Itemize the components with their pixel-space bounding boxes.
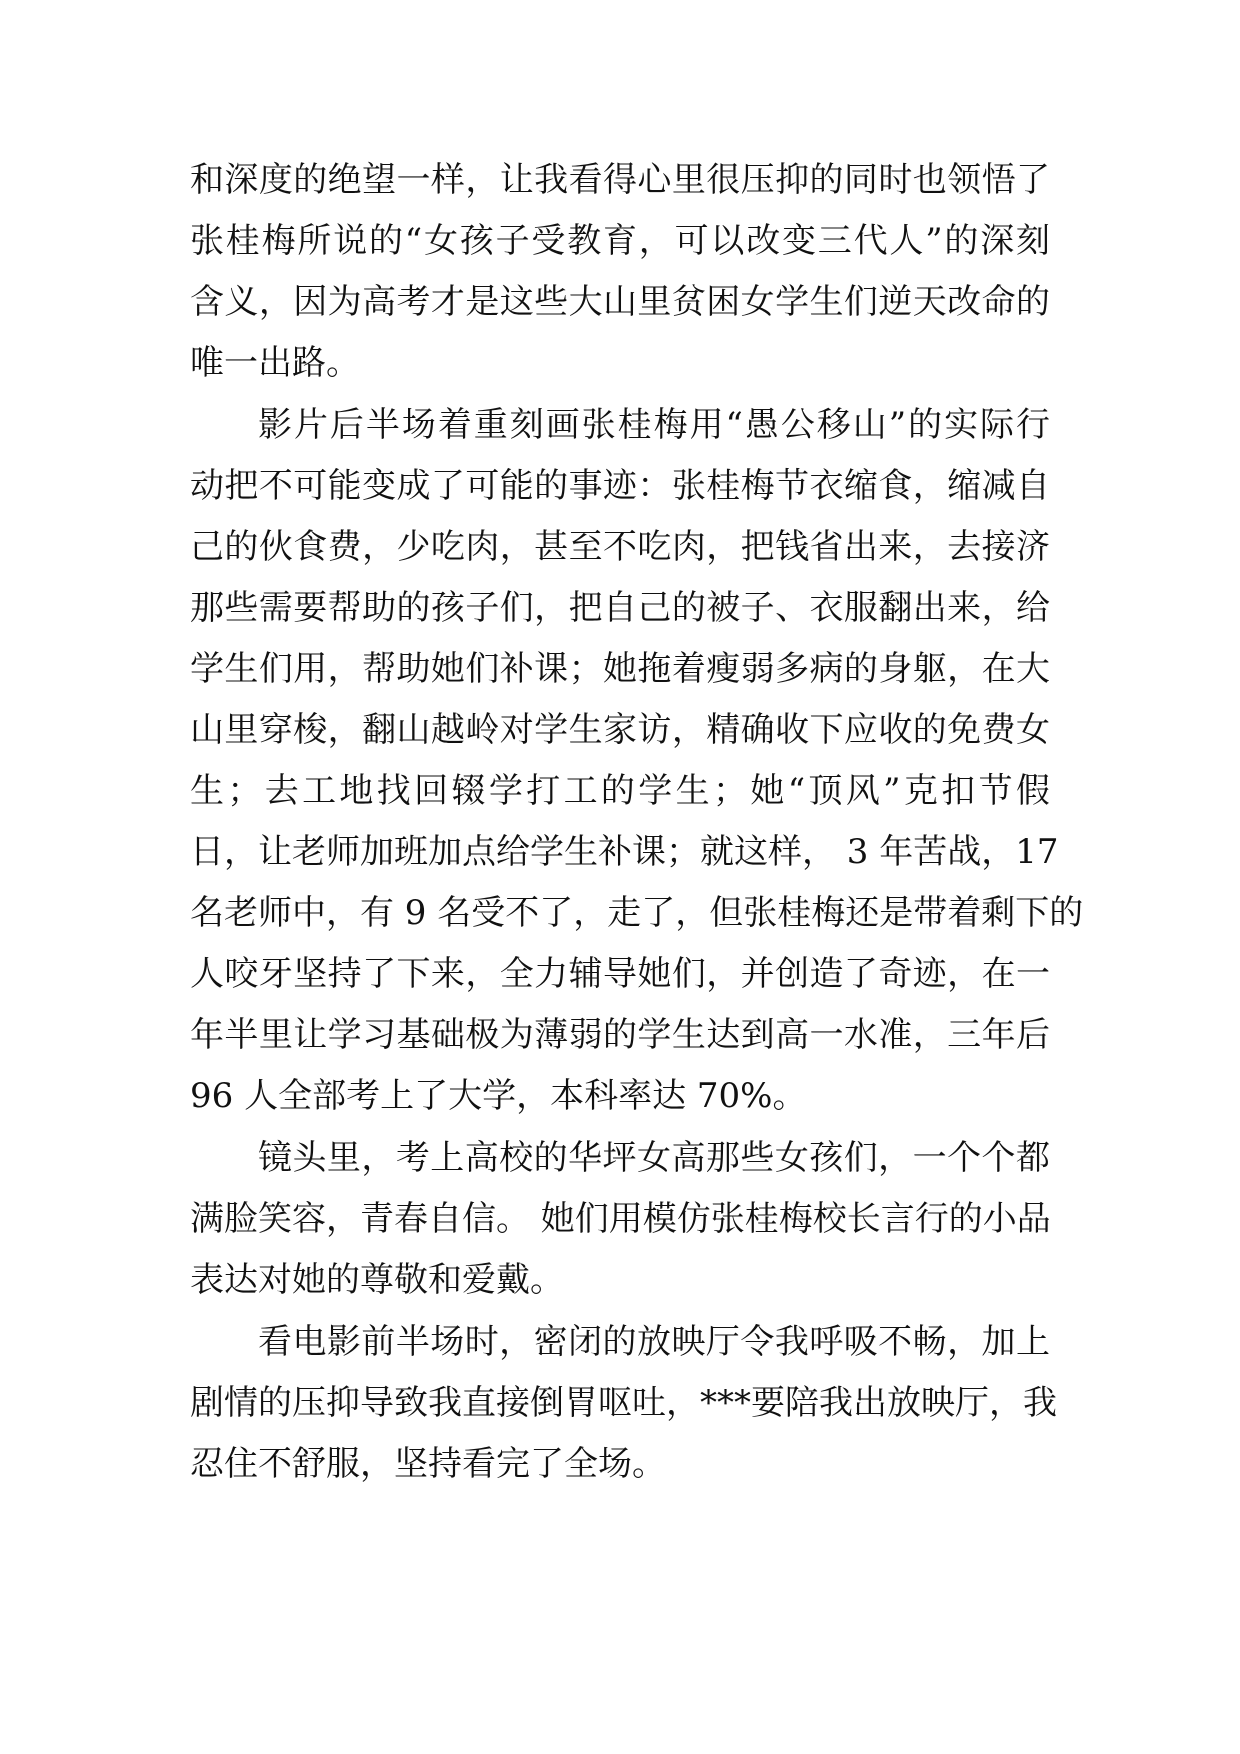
text-line: 学生们用，帮助她们补课；她拖着瘦弱多病的身躯，在大	[190, 649, 1050, 689]
text-line: 生；去工地找回辍学打工的学生；她“顶风”克扣节假	[190, 771, 1050, 811]
text-line: 日，让老师加班加点给学生补课；就这样， 3 年苦战，17	[190, 832, 1059, 872]
text-line: 表达对她的尊敬和爱戴。	[190, 1260, 564, 1300]
text-line: 和深度的绝望一样，让我看得心里很压抑的同时也领悟了	[190, 160, 1050, 200]
text-line: 年半里让学习基础极为薄弱的学生达到高一水准，三年后	[190, 1015, 1050, 1055]
text-line: 唯一出路。	[190, 343, 360, 383]
text-line: 山里穿梭，翻山越岭对学生家访，精确收下应收的免费女	[190, 710, 1050, 750]
text-line: 看电影前半场时，密闭的放映厅令我呼吸不畅，加上	[258, 1322, 1050, 1362]
text-line: 96 人全部考上了大学，本科率达 70%。	[190, 1076, 807, 1116]
text-line: 满脸笑容，青春自信。 她们用模仿张桂梅校长言行的小品	[190, 1199, 1051, 1239]
text-line: 动把不可能变成了可能的事迹：张桂梅节衣缩食，缩减自	[190, 466, 1050, 506]
text-line: 剧情的压抑导致我直接倒胃呕吐，***要陪我出放映厅，我	[190, 1383, 1057, 1423]
text-line: 那些需要帮助的孩子们，把自己的被子、衣服翻出来，给	[190, 588, 1050, 628]
text-line: 镜头里，考上高校的华坪女高那些女孩们，一个个都	[258, 1138, 1050, 1178]
text-line: 含义，因为高考才是这些大山里贫困女学生们逆天改命的	[190, 282, 1050, 322]
text-line: 张桂梅所说的“女孩子受教育，可以改变三代人”的深刻	[190, 221, 1050, 261]
text-line: 影片后半场着重刻画张桂梅用“愚公移山”的实际行	[258, 405, 1050, 445]
text-line: 人咬牙坚持了下来，全力辅导她们，并创造了奇迹，在一	[190, 954, 1050, 994]
text-line: 名老师中，有 9 名受不了，走了，但张桂梅还是带着剩下的	[190, 893, 1084, 933]
text-line: 忍住不舒服，坚持看完了全场。	[190, 1444, 666, 1484]
text-line: 己的伙食费，少吃肉，甚至不吃肉，把钱省出来，去接济	[190, 527, 1050, 567]
